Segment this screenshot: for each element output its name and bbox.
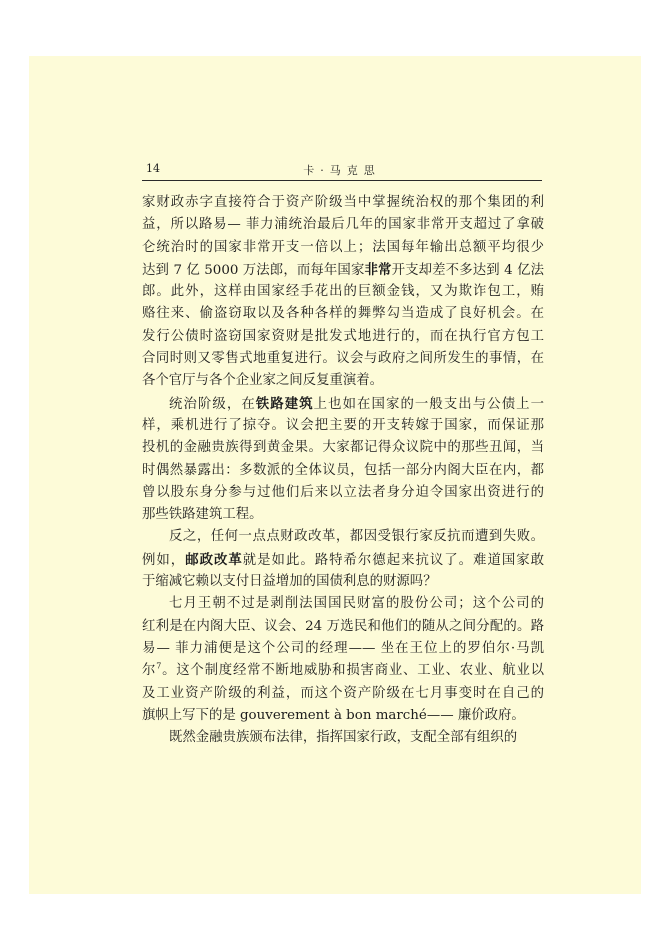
text-line [142,460,544,482]
text-run: 合同时则又零售式地重复进行。议会与政府之间所发生的事情，在 [142,351,544,367]
paragraph [142,526,544,593]
text-run: 就是如此。路特希尔德起来抗议了。难道国家敢 [242,552,544,568]
text-line [142,638,544,660]
text-run: 仑统治时的国家非常开支一倍以上；法国每年输出总额平均很少 [142,239,544,255]
text-run: 反之，任何一点点财政改革，都因受银行家反抗而遭到失败。 [169,529,544,545]
text-line [142,303,544,325]
emphasis-text: 邮政改革 [185,551,243,568]
emphasis-text: 铁路建筑 [255,395,314,412]
text-line [142,549,544,571]
text-line [142,237,544,259]
text-line [142,593,544,615]
paragraph [142,727,544,749]
text-line [142,526,544,548]
page-header [142,162,542,181]
text-line [142,504,544,526]
text-run: 开支却差不多达到 4 亿法 [391,262,544,278]
text-line [142,683,544,705]
text-line [142,727,544,749]
text-line [142,326,544,348]
text-run: 易— 菲力浦便是这个公司的经理—— 坐在王位上的罗伯尔·马凯 [142,640,544,656]
text-run: 上也如在国家的一般支出与公债上一 [313,396,544,412]
running-title: 卡·马克思 [303,164,381,177]
text-run: 及工业资产阶级的利益，而这个资产阶级在七月事变时在自己的 [142,685,544,701]
text-run: 达到 7 亿 5000 万法郎，而每年国家 [142,262,365,278]
text-run: 样，乘机进行了掠夺。议会把主要的开支转嫁于国家，而保证那 [142,417,544,433]
text-line [142,393,544,415]
emphasis-text: 非常 [364,261,392,278]
text-line [142,192,544,214]
footnote-ref: 7 [156,661,162,671]
text-run: 曾以股东身分参与过他们后来以立法者身分迫令国家出资进行的 [142,484,544,500]
paragraph [142,393,544,527]
text-line [142,705,544,727]
page-number: 14 [146,162,160,175]
text-run: 郎。此外，这样由国家经手花出的巨额金钱，又为欺诈包工，贿 [142,284,544,300]
text-line [142,370,544,392]
text-line [142,281,544,303]
text-run: 旗帜上写下的是 gouverement à bon marché—— 廉价政府。 [142,707,525,723]
text-run: 益，所以路易— 菲力浦统治最后几年的国家非常开支超过了拿破 [142,217,544,233]
text-run: 那些铁路建筑工程。 [142,507,263,523]
text-run: 各个官厅与各个企业家之间反复重演着。 [142,373,384,389]
text-line [142,482,544,504]
text-run: 投机的金融贵族得到黄金果。大家都记得众议院中的那些丑闻，当 [142,440,544,456]
text-run: 发行公债时盗窃国家资财是批发式地进行的，而在执行官方包工 [142,328,544,344]
body-text [142,192,544,749]
text-run: 时偶然暴露出：多数派的全体议员，包括一部分内阁大臣在内，都 [142,462,544,478]
text-run: 红利是在内阁大臣、议会、24 万选民和他们的随从之间分配的。路 [142,618,544,634]
text-run: 既然金融贵族颁布法律，指挥国家行政，支配全部有组织的 [169,730,518,746]
text-line [142,415,544,437]
text-line [142,348,544,370]
text-line [142,437,544,459]
text-line [142,571,544,593]
text-run: 赂往来、偷盗窃取以及各种各样的舞弊勾当造成了良好机会。在 [142,306,544,322]
text-run: 家财政赤字直接符合于资产阶级当中掌握统治权的那个集团的利 [142,195,544,210]
text-run: 七月王朝不过是剥削法国国民财富的股份公司；这个公司的 [169,596,544,612]
text-line [142,660,544,682]
text-line [142,214,544,236]
text-run: 统治阶级，在 [169,396,256,412]
paragraph [142,593,544,727]
paragraph [142,192,544,393]
text-line [142,259,544,281]
text-run: 尔 [142,663,157,679]
text-line [142,616,544,638]
text-run: 。这个制度经常不断地威胁和损害商业、工业、农业、航业以 [161,663,544,679]
text-run: 于缩减它赖以支付日益增加的国债利息的财源吗？ [142,574,437,590]
text-run: 例如， [142,552,186,568]
